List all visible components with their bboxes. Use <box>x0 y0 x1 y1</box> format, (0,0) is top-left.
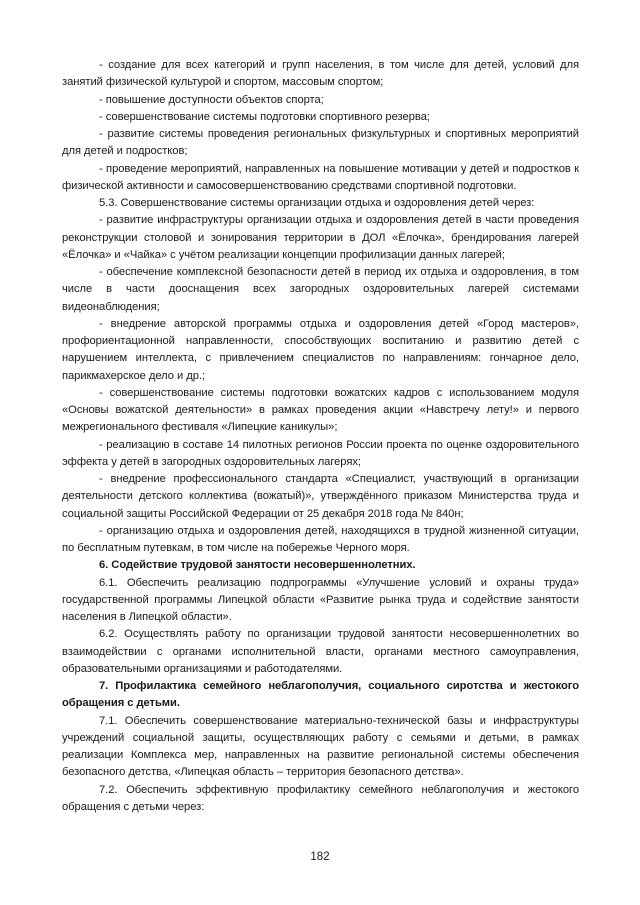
paragraph-sport-accessibility: - повышение доступности объектов спорта; <box>99 93 324 106</box>
paragraph-sport-reserve: - совершенствование системы подготовки спортивного резерва; <box>99 110 430 123</box>
paragraph-section-6-2: 6.2. Осуществлять работу по организации трудовой занятости несовершеннолетних во взаимодействии с органами исполнительной власти, органами местного самоуправления, образовательными организациями и работодателями. <box>62 628 579 675</box>
paragraph-section-7-2: 7.2. Обеспечить эффективную профилактику семейного неблагополучия и жестокого обращения с детьми через: <box>62 783 579 813</box>
paragraph-camp-safety: - обеспечение комплексной безопасности детей в период их отдыха и оздоровления, в том числе в части дооснащения всех загородных оздоровительных лагерей системами видеонаблюдения; <box>62 266 579 313</box>
paragraph-sport-motivation: - проведение мероприятий, направленных на повышение мотивации у детей и подростков к физической активности и самосовершенствованию средствами спортивной подготовки. <box>62 162 579 192</box>
heading-section-7: 7. Профилактика семейного неблагополучия, социального сиротства и жестокого обращения с детьми. <box>62 680 579 710</box>
paragraph-pilot-regions: - реализацию в составе 14 пилотных регионов России проекта по оценке оздоровительного эффекта у детей в загородных оздоровительных лагерях; <box>62 438 579 468</box>
document-body <box>62 57 579 816</box>
paragraph-sport-events: - развитие системы проведения региональных физкультурных и спортивных мероприятий для детей и подростков; <box>62 128 579 158</box>
paragraph-camp-infrastructure: - развитие инфраструктуры организации отдыха и оздоровления детей в части проведения реконструкции столовой и зонирования территории в ДОЛ «Ёлочка», брендирования лагерей «Ёлочка» и «Чайка» с учётом реализации концепции профилизации данных лагерей; <box>62 214 579 261</box>
paragraph-section-6-1: 6.1. Обеспечить реализацию подпрограммы «Улучшение условий и охраны труда» государственной программы Липецкой области «Развитие рынка труда и содействие занятости населения в Липецкой области». <box>62 576 579 623</box>
page-number: 182 <box>310 851 330 863</box>
paragraph-free-vouchers: - организацию отдыха и оздоровления детей, находящихся в трудной жизненной ситуации, по бесплатным путевкам, в том числе на побережье Черного моря. <box>62 524 579 554</box>
heading-section-6: 6. Содействие трудовой занятости несовершеннолетних. <box>99 559 416 572</box>
paragraph-sport-conditions: - создание для всех категорий и групп населения, в том числе для детей, условий для занятий физической культурой и спортом, массовым спортом; <box>62 59 579 89</box>
paragraph-section-7-1: 7.1. Обеспечить совершенствование материально-технической базы и инфраструктуры учреждений социальной защиты, осуществляющих работу с семьями и детьми, в рамках реализации Комплекса мер, направленных на развитие региональной системы обеспечения безопасного детства, «Липецкая область – территория безопасного детства». <box>62 714 579 779</box>
paragraph-professional-standard: - внедрение профессионального стандарта «Специалист, участвующий в организации деятельности детского коллектива (вожатый)», утверждённого приказом Министерства труда и социальной защиты Российской Федерации от 25 декабря 2018 года № 840н; <box>62 473 579 520</box>
paragraph-section-5-3: 5.3. Совершенствование системы организации отдыха и оздоровления детей через: <box>99 197 535 209</box>
paragraph-counselor-training: - совершенствование системы подготовки вожатских кадров с использованием модуля «Основы вожатской деятельности» в рамках проведения акции «Навстречу лету!» и первого межрегионального фестиваля «Липецкие каникулы»; <box>62 386 579 434</box>
paragraph-masters-program: - внедрение авторской программы отдыха и оздоровления детей «Город мастеров», профориентационной направленности, способствующих воспитанию и развитию детей с нарушением интеллекта, с привлечением специалистов по направлениям: гончарное дело, парикмахерское дело и др.; <box>62 317 579 382</box>
